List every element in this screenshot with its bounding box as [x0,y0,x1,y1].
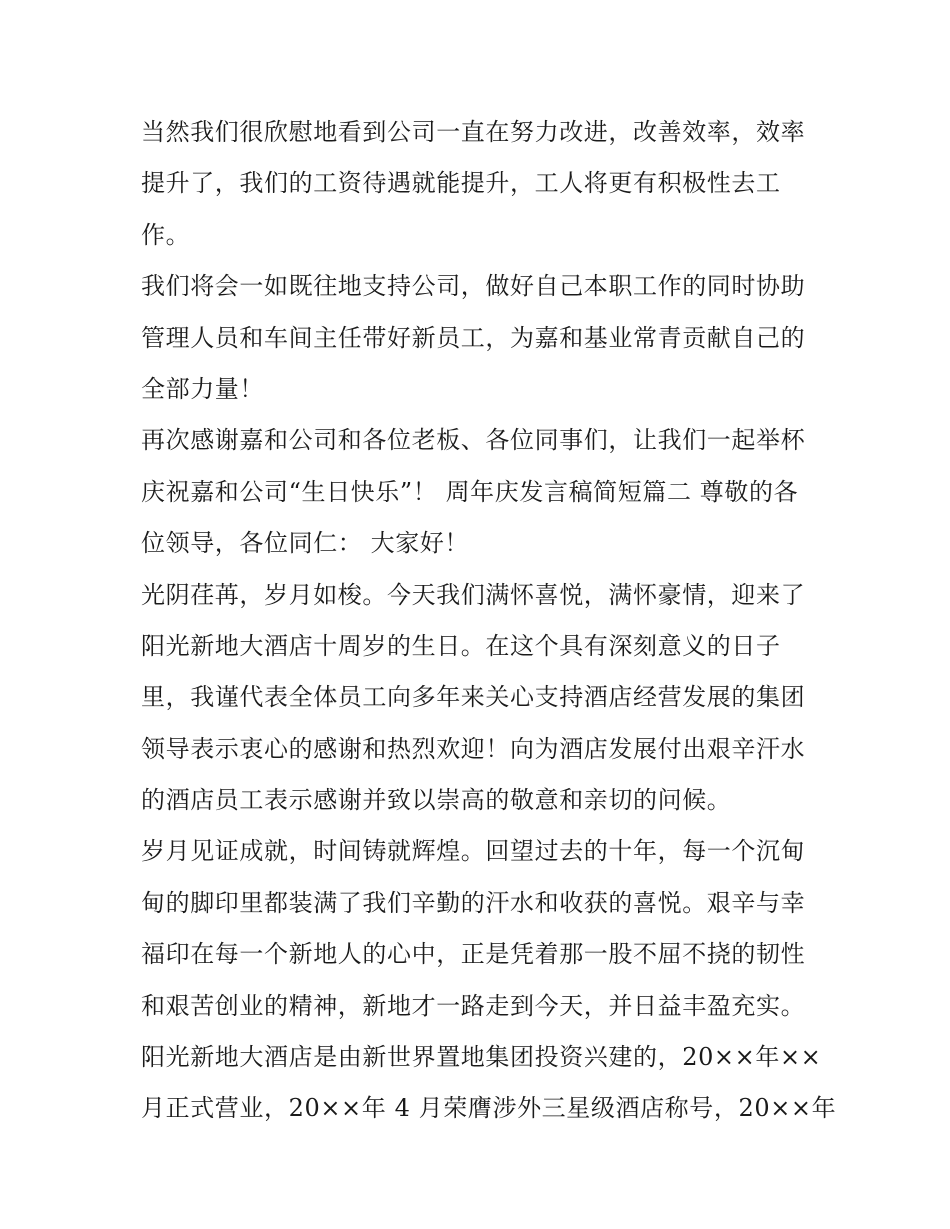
text-line: 的酒店员工表示感谢并致以崇高的敬意和亲切的问候。 [141,786,732,815]
text-line: 甸的脚印里都装满了我们辛勤的汗水和收获的喜悦。艰辛与幸 [141,888,806,917]
text-line: 阳光新地大酒店十周岁的生日。在这个具有深刻意义的日子 [141,631,781,660]
text-line: 月正式营业，20××年 4 月荣膺涉外三星级酒店称号，20××年 [141,1094,837,1123]
text-line: 再次感谢嘉和公司和各位老板、各位同事们，让我们一起举杯 [141,426,806,455]
text-line: 庆祝嘉和公司“生日快乐”！ 周年庆发言稿简短篇二 尊敬的各 [141,477,799,506]
text-line: 提升了，我们的工资待遇就能提升，工人将更有积极性去工 [141,169,781,198]
text-line: 里，我谨代表全体员工向多年来关心支持酒店经营发展的集团 [141,683,806,712]
text-line: 领导表示衷心的感谢和热烈欢迎！向为酒店发展付出艰辛汗水 [141,734,806,763]
document-body [141,107,837,1135]
text-line: 管理人员和车间主任带好新员工，为嘉和基业常青贡献自己的 [141,323,806,352]
text-line: 我们将会一如既往地支持公司，做好自己本职工作的同时协助 [141,272,806,301]
text-line: 福印在每一个新地人的心中，正是凭着那一股不屈不挠的韧性 [141,940,806,969]
text-line: 阳光新地大酒店是由新世界置地集团投资兴建的，20××年×× [141,1043,822,1072]
text-line: 和艰苦创业的精神，新地才一路走到今天，并日益丰盈充实。 [141,991,806,1020]
text-line: 当然我们很欣慰地看到公司一直在努力改进，改善效率，效率 [141,118,806,146]
text-line: 作。 [141,220,191,249]
text-line: 岁月见证成就，时间铸就辉煌。回望过去的十年，每一个沉甸 [141,837,806,866]
text-line: 光阴荏苒，岁月如梭。今天我们满怀喜悦，满怀豪情，迎来了 [141,580,806,609]
text-line: 全部力量！ [141,374,264,403]
text-line: 位领导，各位同仁： 大家好！ [141,529,470,558]
